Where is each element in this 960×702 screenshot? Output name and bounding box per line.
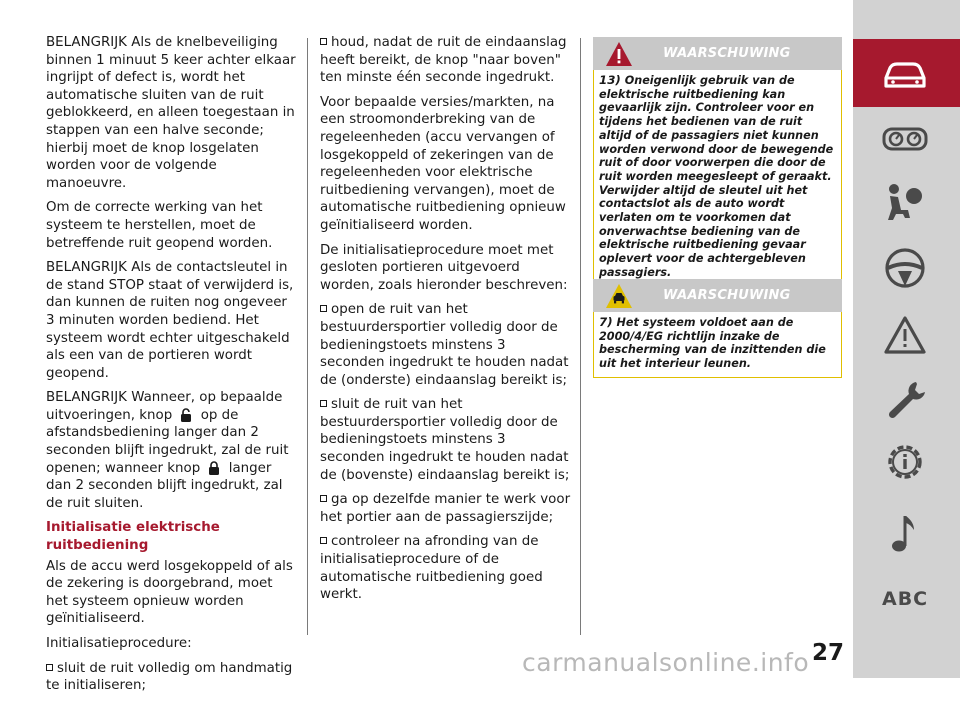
warning-header — [593, 279, 842, 312]
music-note-icon[interactable] — [880, 512, 930, 556]
bullet-square-icon — [320, 38, 327, 45]
steering-wheel-icon[interactable] — [880, 246, 930, 290]
warning-number: 7) — [599, 315, 613, 329]
dashboard-gauges-icon[interactable] — [880, 117, 930, 161]
paragraph: Voor bepaalde versies/markten, na een stroomonderbreking van de regeleenheden (accu vervangen of losgekoppeld of zekeringen van de regeleenheden voor elektrische ruitbediening vervangen), moet de automatische ruitbediening opnieuw geïnitialiseerd worden. — [320, 94, 566, 233]
wrench-icon[interactable] — [880, 378, 930, 422]
bullet-text: ga op dezelfde manier te werk voor het portier aan de passagierszijde; — [320, 492, 571, 525]
warning-text: Oneigenlijk gebruik van de elektrische ruitbediening kan gevaarlijk zijn. Controleer voor en tijdens het bedienen van de ruit altijd of de passagiers niet kunnen worden verwond door de bewegende ruit of door voorwerpen die door de ruit worden meegesleept of geraakt. Verwijder altijd de sleutel uit het contactslot als de auto wordt verlaten om te voorkomen dat onverwachtse bediening van de elektrische ruitbediening gevaar oplevert voor de achtergebleven passagiers. — [599, 74, 834, 279]
bullet-text: houd, nadat de ruit de eindaanslag heeft bereikt, de knop "naar boven" ten minste één seconde ingedrukt. — [320, 35, 567, 86]
bullet-text: open de ruit van het bestuurdersportier volledig door de bedieningstoets minstens 3 seconden ingedrukt te houden nadat de (onderste) eindaanslag bereikt is; — [320, 302, 569, 388]
page-number: 27 — [812, 640, 845, 666]
bullet-square-icon — [320, 400, 327, 407]
paragraph: Initialisatieprocedure: — [46, 636, 192, 651]
bullet-item — [320, 34, 572, 87]
paragraph-text: BELANGRIJK Wanneer, op bepaalde uitvoeringen, knop — [46, 390, 283, 423]
warning-triangle-icon[interactable] — [880, 314, 930, 358]
sidebar-item-abc-index[interactable]: ABC — [882, 588, 929, 610]
warning-title: WAARSCHUWING — [663, 46, 791, 61]
paragraph: BELANGRIJK Als de knelbeveiliging binnen 1 minuut 5 keer achter elkaar ingrijpt of defect is, wordt het automatische sluiten van de ruit geblokkeerd, en alleen toegestaan in stappen van een halve seconde; hierbij moet de knop losgelaten worden voor de volgende manoeuvre. — [46, 35, 296, 191]
car-icon[interactable] — [880, 52, 930, 96]
airbag-person-icon[interactable] — [880, 180, 930, 224]
watermark: carmanualsonline.info — [522, 648, 810, 677]
paragraph: BELANGRIJK Als de contactsleutel in de stand STOP staat of verwijderd is, dan kunnen de ruiten nog ongeveer 3 minuten worden bediend. Het systeem wordt echter uitgeschakeld als een van de portieren wordt geopend. — [46, 260, 294, 381]
warning-number: 13) — [599, 73, 621, 87]
paragraph: De initialisatieprocedure moet met gesloten portieren uitgevoerd worden, zoals hieronder beschreven: — [320, 242, 568, 293]
paragraph-text: op de afstandsbediening langer dan 2 seconden blijft ingedrukt, zal de ruit openen; wanneer knop — [46, 407, 289, 476]
column-divider — [580, 38, 581, 635]
bullet-item — [320, 396, 572, 484]
text-column-2 — [320, 34, 572, 611]
warning-title: WAARSCHUWING — [663, 288, 791, 303]
warning-header — [593, 37, 842, 70]
paragraph: Als de accu werd losgekoppeld of als de zekering is doorgebrand, moet het systeem opnieuw worden geïnitialiseerd. — [46, 558, 293, 627]
warning-text: Het systeem voldoet aan de 2000/4/EG richtlijn inzake de bescherming van de inzittenden die uit het interieur leunen. — [599, 316, 826, 371]
bullet-item — [46, 660, 296, 695]
paragraph: Om de correcte werking van het systeem te herstellen, moet de betreffende ruit geopend worden. — [46, 200, 273, 251]
bullet-square-icon — [320, 537, 327, 544]
bullet-text: controleer na afronding van de initialisatieprocedure of de automatische ruitbediening goed werkt. — [320, 534, 543, 603]
paragraph-text: langer dan 2 seconden blijft ingedrukt, zal de ruit sluiten. — [46, 460, 283, 511]
lock-closed-icon — [208, 461, 220, 475]
warning-body — [593, 312, 842, 378]
bullet-square-icon — [46, 664, 53, 671]
bullet-square-icon — [320, 495, 327, 502]
warning-box-1 — [593, 37, 842, 287]
bullet-item — [320, 491, 572, 526]
paragraph-with-lock-icons — [46, 389, 296, 512]
bullet-text: sluit de ruit volledig om handmatig te initialiseren; — [46, 660, 293, 694]
bullet-square-icon — [320, 305, 327, 312]
bullet-item — [320, 533, 572, 603]
bullet-text: sluit de ruit van het bestuurdersportier volledig door de bedieningstoets minstens 3 seconden ingedrukt te houden nadat de (bovenste) eindaanslag bereikt is; — [320, 397, 570, 483]
car-skid-warning-icon — [605, 283, 633, 309]
text-column-1 — [46, 34, 296, 702]
lock-open-icon — [180, 408, 192, 422]
warning-body — [593, 70, 842, 287]
warning-box-2 — [593, 279, 842, 378]
section-heading: Initialisatie elektrische ruitbediening — [46, 520, 220, 554]
bullet-item — [320, 301, 572, 389]
warning-triangle-icon — [605, 41, 633, 67]
gear-info-icon[interactable] — [880, 440, 930, 484]
column-divider — [307, 38, 308, 635]
